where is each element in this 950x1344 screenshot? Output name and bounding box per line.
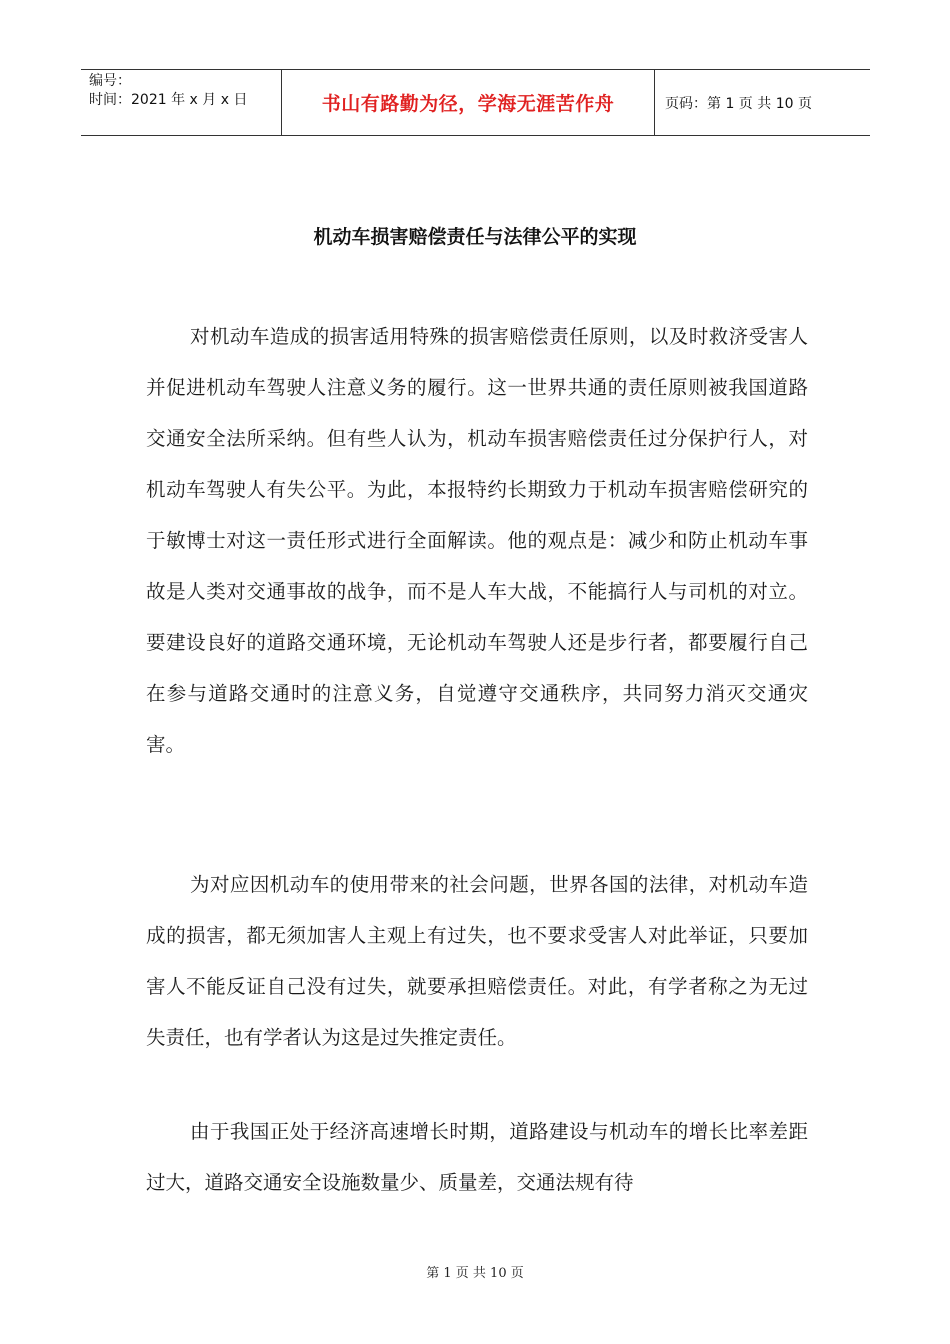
page-footer: 第 1 页 共 10 页 [426,1266,524,1281]
header-page-info: 页码：第 1 页 共 10 页 [665,95,812,112]
body-paragraph-1: 对机动车造成的损害适用特殊的损害赔偿责任原则，以及时救济受害人并促进机动车驾驶人注意义务的履行。这一世界共通的责任原则被我国道路交通安全法所采纳。但有些人认为，机动车损害赔偿责任过分保护行人，对机动车驾驶人有失公平。为此，本报特约长期致力于机动车损害赔偿研究的于敏博士对这一责任形式进行全面解读。他的观点是：减少和防止机动车事故是人类对交通事故的战争，而不是人车大战，不能搞行人与司机的对立。要建设良好的道路交通环境，无论机动车驾驶人还是步行者，都要履行自己在参与道路交通时的注意义务，自觉遵守交通秩序，共同努力消灭交通灾害。 [146,325,808,756]
header-table [81,69,870,136]
body-paragraph-2: 为对应因机动车的使用带来的社会问题，世界各国的法律，对机动车造成的损害，都无须加害人主观上有过失，也不要求受害人对此举证，只要加害人不能反证自己没有过失，就要承担赔偿责任。对此，有学者称之为无过失责任，也有学者认为这是过失推定责任。 [146,873,808,1049]
body-paragraph-3: 由于我国正处于经济高速增长时期，道路建设与机动车的增长比率差距过大，道路交通安全设施数量少、质量差，交通法规有待 [146,1120,808,1194]
document-title: 机动车损害赔偿责任与法律公平的实现 [313,226,637,248]
header-meta [81,70,282,135]
header-motto: 书山有路勤为径，学海无涯苦作舟 [282,70,655,135]
document-time-label: 时间：2021 年 x 月 x 日 [89,92,248,108]
document-code-label: 编号： [89,73,131,89]
